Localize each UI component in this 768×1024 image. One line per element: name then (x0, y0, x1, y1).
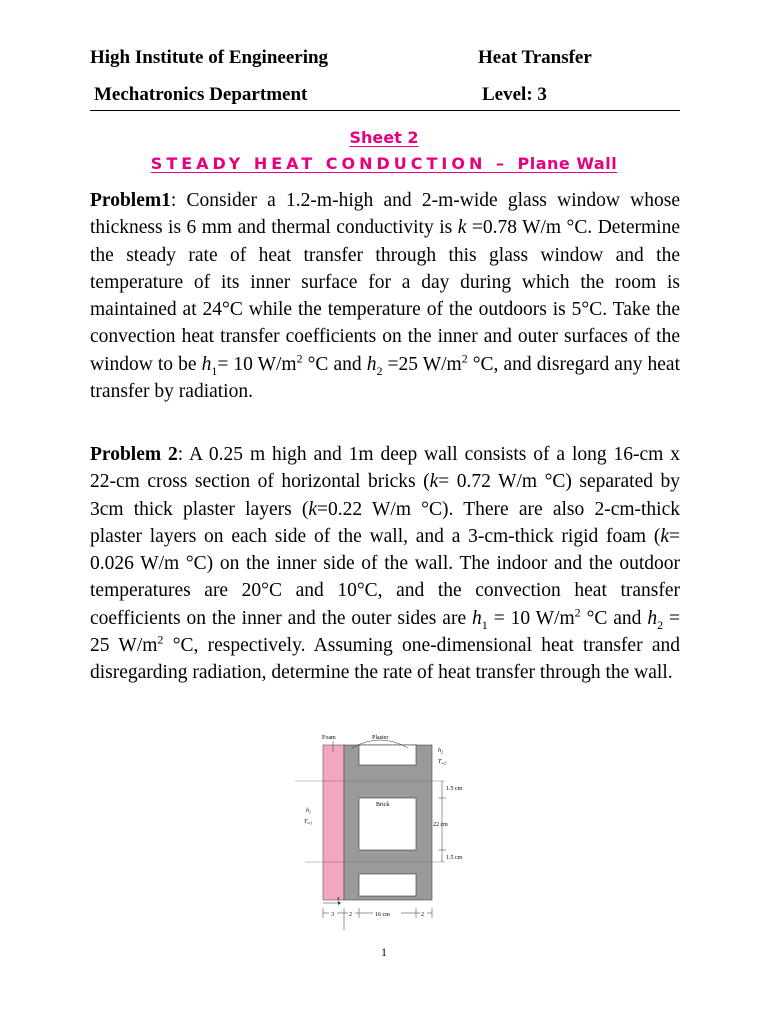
label-plaster: Plaster (372, 735, 389, 741)
problem-2-text: = 0.026 W/m °C) on the inner side of the wall. The indoor and the outdoor temperatures are 20°C and 10°C, and the convection heat transfer coefficients on the inner and the outer sides are (90, 525, 680, 629)
symbol-k: k (457, 217, 467, 239)
subscript: 1 (481, 617, 488, 632)
dim-2a: 2 (349, 912, 352, 918)
problem-1-text: : Consider a 1.2-m-high and 2-m-wide glass window whose thickness is 6 mm and thermal conductivity is (90, 190, 680, 239)
symbol-k: k (429, 471, 439, 493)
dim-top: 1.5 cm (446, 786, 463, 792)
department-name: Mechatronics Department (94, 84, 308, 105)
dim-16cm: 16 cm (375, 912, 390, 918)
superscript: 2 (296, 351, 303, 366)
problem-2-text: =0.22 W/m °C). There are also 2-cm-thick plaster layers on each side of the wall, and a 3-cm-thick rigid foam ( (90, 498, 680, 547)
problem-2-text: = 10 W/m (487, 607, 575, 629)
problem-2-text: = 0.72 W/m °C) separated by 3cm thick plaster layers ( (90, 471, 680, 520)
label-h2: $h_2$ (438, 748, 443, 755)
label-h1: $h_1$ (306, 808, 311, 815)
subscript: 2 (376, 363, 383, 378)
dim-3: 3 (331, 912, 334, 918)
label-tinf1: $T_{\infty 1}$ (304, 819, 313, 826)
problem-1-text: °C, and disregard any heat transfer by radiation. (90, 353, 680, 403)
problem-2-text: °C, respectively. Assuming one-dimensional heat transfer and disregarding radiation, determine the rate of heat transfer through the wall. (90, 635, 680, 684)
dim-bot: 1.5 cm (446, 855, 463, 861)
problem-2-text: = 25 W/m (90, 607, 681, 657)
symbol-h: h (472, 607, 482, 629)
symbol-h: h (201, 353, 212, 375)
symbol-k: k (308, 498, 318, 520)
sheet-title-main: STEADY HEAT CONDUCTION – (150, 154, 518, 173)
sheet-title (0, 154, 768, 173)
superscript: 2 (157, 632, 164, 647)
label-x: x (337, 896, 340, 902)
superscript: 2 (574, 605, 581, 620)
level-label: Level: 3 (482, 84, 547, 105)
problem-2-text: °C and (580, 607, 648, 629)
problem-2-label: Problem 2 (90, 444, 178, 465)
label-tinf2: $T_{\infty 2}$ (438, 759, 447, 766)
label-foam: Foam (322, 735, 336, 741)
symbol-k: k (660, 525, 669, 547)
problem-2-text: : A 0.25 m high and 1m deep wall consists of a long 16-cm x 22-cm cross section of horizontal bricks ( (90, 444, 680, 493)
foam-layer (323, 745, 344, 900)
wall-cross-section-figure (295, 727, 463, 937)
problem-1-text: = 10 W/m (217, 353, 297, 375)
dim-mid: 22 cm (433, 822, 448, 828)
problem-1 (90, 187, 680, 405)
institute-name: High Institute of Engineering (90, 47, 329, 68)
brick-bottom-partial (359, 874, 416, 896)
dim-2b: 2 (421, 912, 424, 918)
problem-1-text: =0.78 W/m °C. Determine the steady rate of heat transfer through this glass window and the temperature of its inner surface for a day during which the room is maintained at 24°C while the temperature of the outdoors is 5°C. Take the convection heat transfer coefficients on the inner and outer surfaces of the window to be (90, 217, 680, 375)
problem-1-label: Problem1 (90, 190, 171, 211)
sheet-title-tail: Plane Wall (517, 154, 618, 173)
symbol-h: h (647, 607, 658, 629)
brick-top-partial (359, 745, 416, 765)
sheet-number: Sheet 2 (349, 128, 419, 147)
problem-1-text: °C and (302, 353, 367, 375)
subscript: 1 (211, 363, 218, 378)
problem-2 (90, 441, 680, 687)
subscript: 2 (657, 617, 664, 632)
symbol-h: h (366, 353, 377, 375)
label-brick: Brick (376, 802, 390, 808)
course-name: Heat Transfer (478, 47, 592, 68)
problem-1-text: =25 W/m (382, 353, 462, 375)
superscript: 2 (461, 351, 468, 366)
header-divider (90, 110, 680, 111)
page-number: 1 (381, 945, 387, 959)
